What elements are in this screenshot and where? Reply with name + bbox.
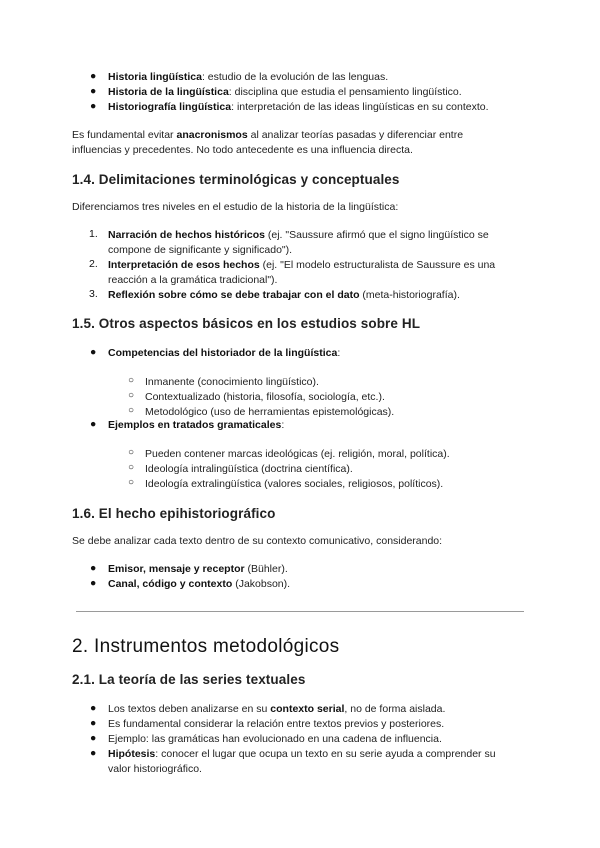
list-item-continuation: valor historiográfico. [108, 763, 202, 775]
bullet-icon: ● [90, 100, 97, 112]
list-item: Historia de la lingüística: disciplina que estudia el pensamiento lingüístico. [108, 86, 462, 98]
circle-bullet-icon: ○ [128, 447, 135, 458]
list-item: Es fundamental considerar la relación entre textos previos y posteriores. [108, 718, 445, 730]
bullet-icon: ● [90, 346, 97, 358]
bullet-icon: ● [90, 717, 97, 729]
sub-list-item: Ideología intralingüística (doctrina científica). [145, 463, 353, 475]
circle-bullet-icon: ○ [128, 462, 135, 473]
list-item: Narración de hechos históricos (ej. "Saussure afirmó que el signo lingüístico se [108, 229, 489, 241]
circle-bullet-icon: ○ [128, 375, 135, 386]
list-item: Emisor, mensaje y receptor (Bühler). [108, 563, 288, 575]
list-item: Ejemplo: las gramáticas han evolucionado en una cadena de influencia. [108, 733, 442, 745]
sub-list-item: Metodológico (uso de herramientas epistemológicas). [145, 406, 395, 418]
bullet-icon: ● [90, 85, 97, 97]
paragraph-line: Diferenciamos tres niveles en el estudio de la historia de la lingüística: [72, 201, 399, 213]
list-item: Hipótesis: conocer el lugar que ocupa un texto en su serie ayuda a comprender su [108, 748, 496, 760]
bullet-icon: ● [90, 562, 97, 574]
list-item: Canal, código y contexto (Jakobson). [108, 578, 291, 590]
paragraph-line: Se debe analizar cada texto dentro de su contexto comunicativo, considerando: [72, 535, 443, 547]
circle-bullet-icon: ○ [128, 477, 135, 488]
list-item: Ejemplos en tratados gramaticales: [108, 419, 285, 431]
section-heading: 1.5. Otros aspectos básicos en los estudios sobre HL [72, 316, 421, 331]
sub-list-item: Ideología extralingüística (valores sociales, religiosos, políticos). [145, 478, 444, 490]
chapter-heading: 2. Instrumentos metodológicos [72, 636, 340, 657]
bullet-icon: ● [90, 70, 97, 82]
paragraph-line: Es fundamental evitar anacronismos al analizar teorías pasadas y diferenciar entre [72, 129, 464, 141]
section-heading: 1.6. El hecho epihistoriográfico [72, 506, 276, 521]
list-item: Los textos deben analizarse en su contexto serial, no de forma aislada. [108, 703, 446, 715]
sub-list-item: Contextualizado (historia, filosofía, sociología, etc.). [145, 391, 385, 403]
horizontal-divider [76, 611, 524, 612]
section-heading: 1.4. Delimitaciones terminológicas y conceptuales [72, 172, 400, 187]
bullet-icon: ● [90, 747, 97, 759]
paragraph-line: influencias y precedentes. No todo antecedente es una influencia directa. [72, 144, 413, 156]
sub-list-item: Inmanente (conocimiento lingüístico). [145, 376, 319, 388]
list-item: Reflexión sobre cómo se debe trabajar con el dato (meta-historiografía). [108, 289, 460, 301]
list-item: Historiografía lingüística: interpretación de las ideas lingüísticas en su contexto. [108, 101, 489, 113]
bullet-icon: ● [90, 577, 97, 589]
sub-list-item: Pueden contener marcas ideológicas (ej. religión, moral, política). [145, 448, 450, 460]
list-item: Interpretación de esos hechos (ej. "El modelo estructuralista de Saussure es una [108, 259, 496, 271]
list-item: Competencias del historiador de la lingüística: [108, 347, 341, 359]
list-number: 1. [89, 228, 98, 240]
bullet-icon: ● [90, 418, 97, 430]
list-item-continuation: reacción a la gramática tradicional"). [108, 274, 278, 286]
list-number: 3. [89, 288, 98, 300]
list-item-continuation: compone de significante y significado"). [108, 244, 293, 256]
list-number: 2. [89, 258, 98, 270]
list-item: Historia lingüística: estudio de la evolución de las lenguas. [108, 71, 389, 83]
circle-bullet-icon: ○ [128, 405, 135, 416]
bullet-icon: ● [90, 702, 97, 714]
circle-bullet-icon: ○ [128, 390, 135, 401]
bullet-icon: ● [90, 732, 97, 744]
section-heading: 2.1. La teoría de las series textuales [72, 672, 306, 687]
